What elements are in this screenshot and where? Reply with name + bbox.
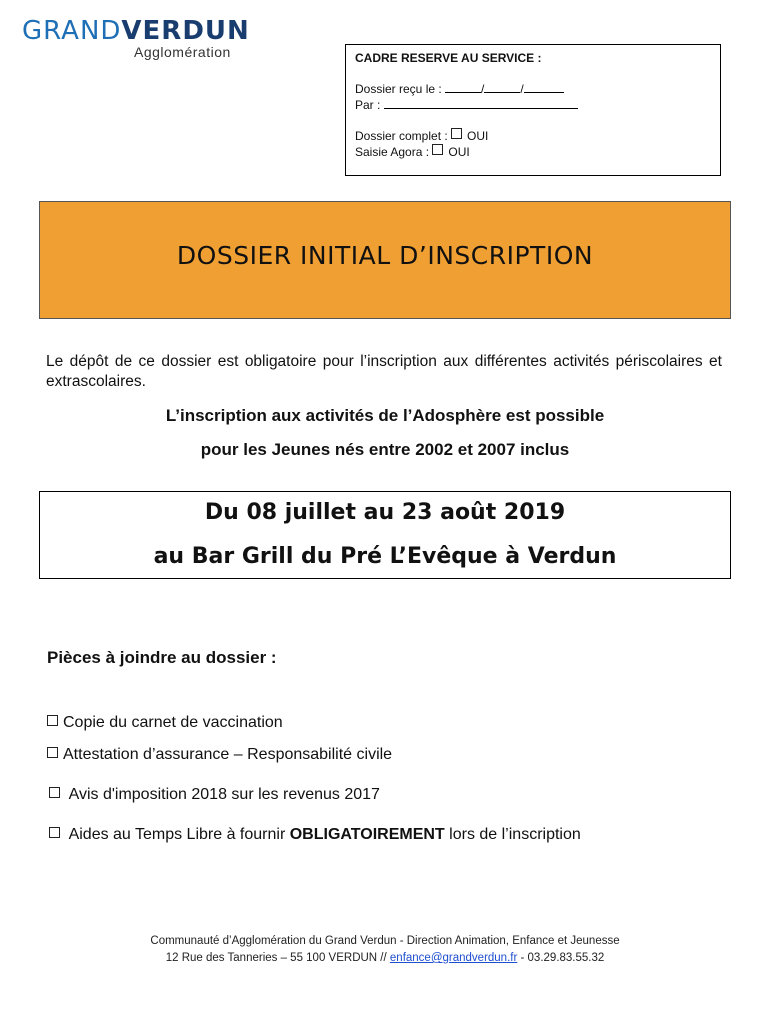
received-year-blank[interactable] <box>524 81 564 93</box>
service-box-title: CADRE RESERVE AU SERVICE : <box>355 51 542 65</box>
received-month-blank[interactable] <box>484 81 520 93</box>
piece-item-tax-notice <box>49 786 380 804</box>
intro-paragraph: Le dépôt de ce dossier est obligatoire pour l’inscription aux différentes activités périscolaires et extrascolaires. <box>46 353 722 390</box>
footer-phone: - 03.29.83.55.32 <box>520 952 605 964</box>
piece-item-vaccination <box>47 714 283 732</box>
piece-label: Avis d'imposition 2018 sur les revenus 2017 <box>68 786 380 803</box>
title-banner <box>39 201 731 319</box>
grandverdun-logo <box>22 16 282 68</box>
piece-checkbox[interactable] <box>49 827 60 838</box>
agora-entry-line <box>355 144 711 160</box>
pieces-heading: Pièces à joindre au dossier : <box>47 648 277 667</box>
piece-label-mandatory: OBLIGATOIREMENT <box>289 826 445 843</box>
logo-subtitle: Agglomération <box>134 44 231 60</box>
agora-entry-checkbox[interactable] <box>432 144 443 155</box>
footer-address: 12 Rue des Tanneries – 55 100 VERDUN // <box>165 952 387 964</box>
footer <box>0 933 770 967</box>
dossier-complete-checkbox[interactable] <box>451 128 462 139</box>
agora-entry-label: Saisie Agora : <box>355 145 430 159</box>
received-by-label: Par : <box>355 98 381 112</box>
logo-verdun-text: VERDUN <box>121 16 250 46</box>
logo-grand-text: GRAND <box>22 16 122 46</box>
adosphere-eligibility-line: L’inscription aux activités de l’Adosphère est possible <box>165 406 605 425</box>
footer-email-link[interactable]: enfance@grandverdun.fr <box>389 952 518 964</box>
dates-location-box <box>39 491 731 579</box>
received-day-blank[interactable] <box>445 81 481 93</box>
piece-label-before: Aides au Temps Libre à fournir <box>68 826 286 843</box>
location: au Bar Grill du Pré L’Evêque à Verdun <box>153 544 617 569</box>
piece-checkbox[interactable] <box>47 715 58 726</box>
piece-checkbox[interactable] <box>49 787 60 798</box>
received-date-line: Dossier reçu le : / / <box>355 81 711 97</box>
agora-entry-oui: OUI <box>448 145 470 159</box>
received-by-line <box>355 97 711 113</box>
footer-contact <box>0 950 770 967</box>
received-by-blank[interactable] <box>384 97 578 109</box>
piece-item-insurance <box>47 746 392 764</box>
piece-label-after: lors de l’inscription <box>449 826 581 843</box>
footer-organization: Communauté d’Agglomération du Grand Verdun - Direction Animation, Enfance et Jeunesse <box>150 935 620 947</box>
service-reserved-box <box>345 44 721 176</box>
logo-wordmark <box>22 16 250 46</box>
received-date-label: Dossier reçu le : <box>355 82 442 96</box>
piece-label: Attestation d’assurance – Responsabilité civile <box>63 746 393 763</box>
dossier-complete-line <box>355 128 711 144</box>
piece-label: Copie du carnet de vaccination <box>63 714 283 731</box>
piece-item-free-time-aid <box>49 826 581 844</box>
document-title: DOSSIER INITIAL D’INSCRIPTION <box>176 241 594 270</box>
adosphere-age-range-line: pour les Jeunes nés entre 2002 et 2007 inclus <box>200 440 570 459</box>
dossier-complete-oui: OUI <box>467 129 489 143</box>
dossier-complete-label: Dossier complet : <box>355 129 448 143</box>
piece-checkbox[interactable] <box>47 747 58 758</box>
date-range: Du 08 juillet au 23 août 2019 <box>204 500 566 525</box>
